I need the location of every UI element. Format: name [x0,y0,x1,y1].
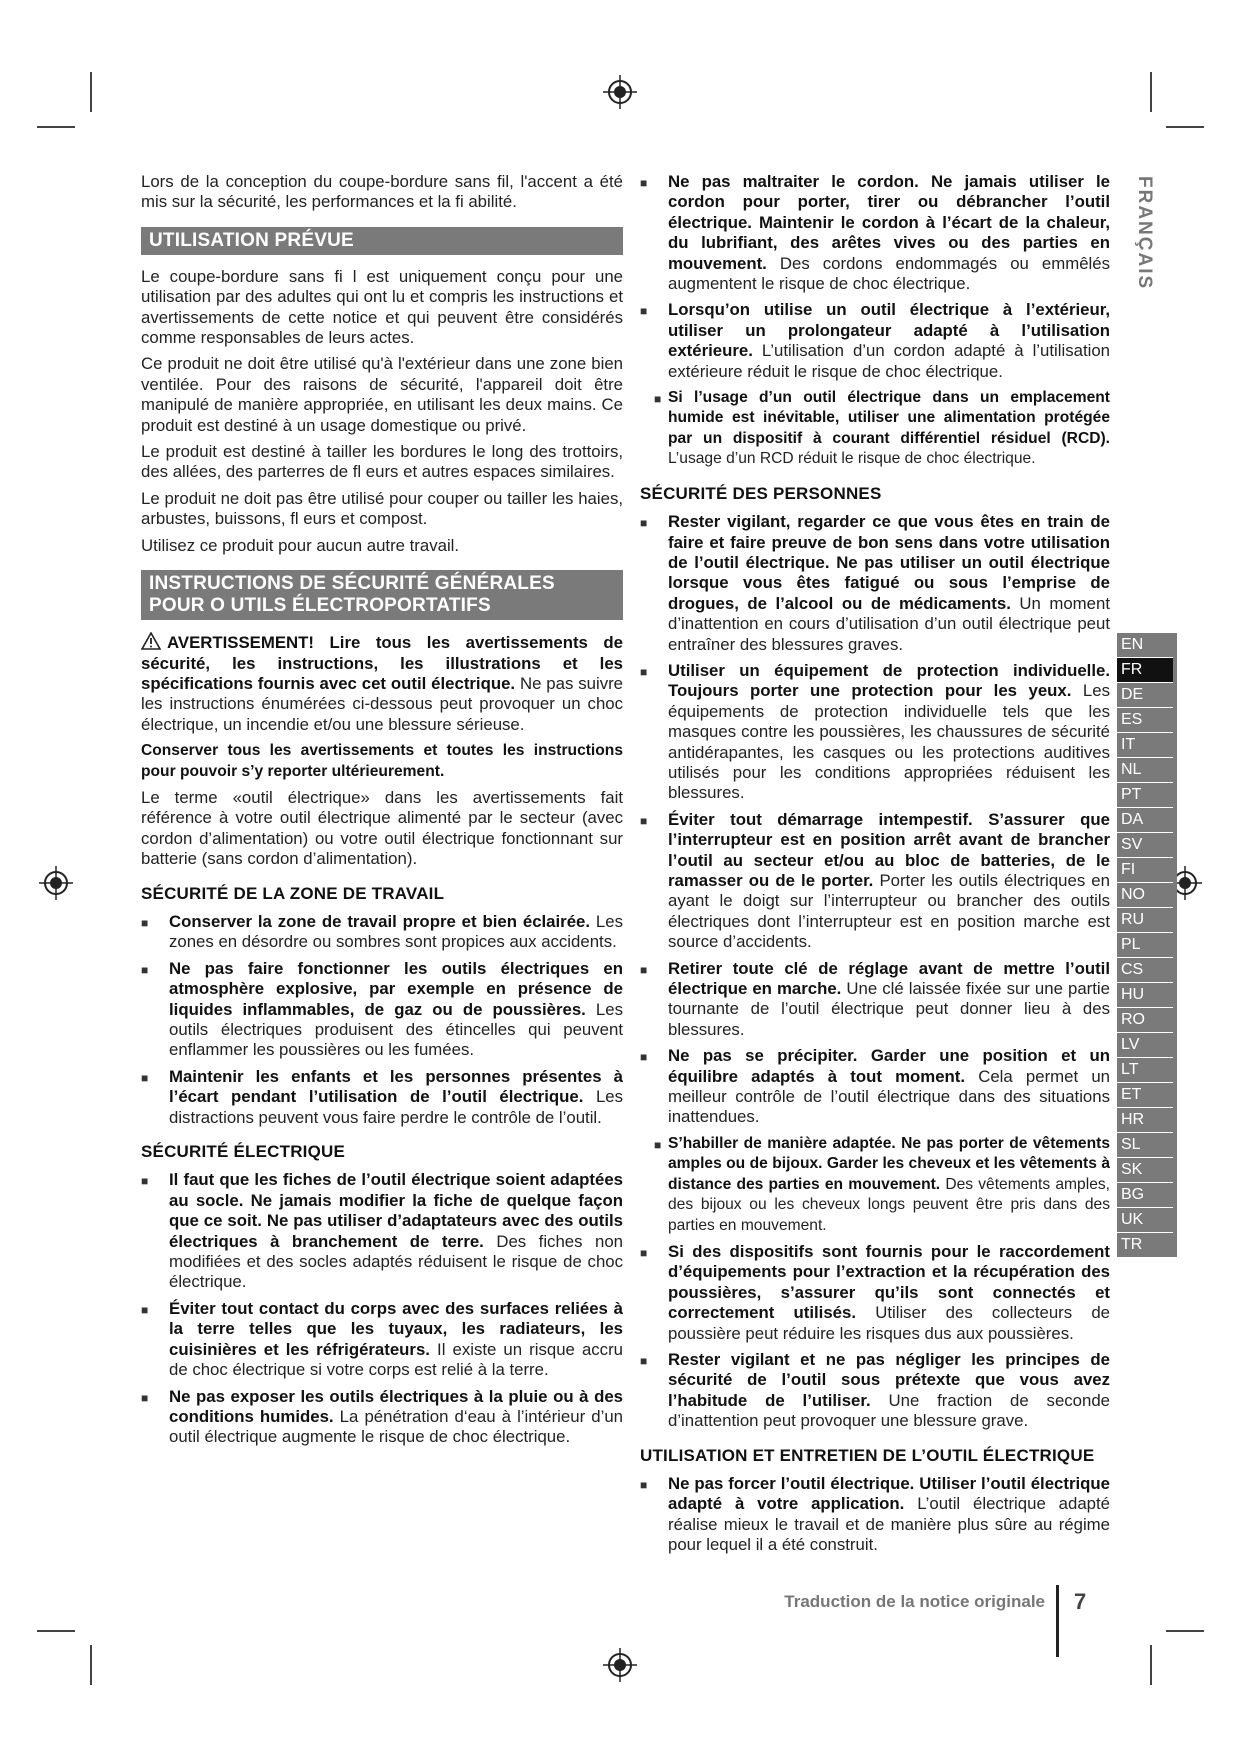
language-tab-et[interactable]: ET [1117,1083,1173,1108]
item-bold: Utiliser un équipement de protection individuelle. Toujours porter une protection pour les yeux. [668,660,1110,701]
language-tab-fi[interactable]: FI [1117,858,1173,883]
crop-mark [1150,72,1152,112]
language-tab-tr[interactable]: TR [1121,1236,1143,1253]
list-item [141,1387,623,1448]
subhead-work-area: SÉCURITÉ DE LA ZONE DE TRAVAIL [141,883,445,903]
list-item [640,810,1110,953]
list-item [640,300,1110,382]
item-bold: Conserver la zone de travail propre et bien éclairée. [169,911,591,931]
list-item [640,1242,1110,1344]
item-text: L’utilisation d’un cordon adapté à l’utilisation extérieure réduit le risque de choc électrique. [668,341,1110,381]
language-tab-sk[interactable]: SK [1117,1158,1173,1183]
list-item [640,172,1110,294]
item-bold: Ne pas forcer l’outil électrique. Utiliser l’outil électrique adapté à votre application. [668,1473,1110,1514]
item-text: Une fraction de seconde d’inattention peut provoquer une blessure grave. [668,1390,1110,1431]
item-text: Un moment d’inattention en cours d’utilisation d’un outil électrique peut entraîner des blessures graves. [668,593,1110,654]
item-text: Cela permet un meilleur contrôle de l’outil électrique dans des situations inattendues. [668,1066,1110,1127]
language-tab-sv[interactable]: SV [1117,833,1173,858]
item-text: L’outil électrique adapté réalise mieux le travail et de manière plus sûre au régime pour lequel il a été construit. [668,1494,1110,1555]
item-bold: Rester vigilant, regarder ce que vous êtes en train de faire et faire preuve de bon sens dans votre utilisation de l’outil électrique. Ne pas utiliser un outil électrique lorsque vous êtes fatigué ou sous l’emprise de drogues, de l’alcool ou de médicaments. [668,512,1110,613]
term-paragraph: Le terme «outil électrique» dans les avertissements fait référence à votre outil électrique alimenté par le secteur (avec cordon d’alimentation) ou votre outil électrique fonctionnant sur batterie (sans cordon d’alimentation). [141,787,623,869]
warning-triangle-icon [141,632,161,650]
language-tab-bg[interactable]: BG [1117,1183,1173,1208]
list-item [141,912,623,953]
item-bold: Éviter tout démarrage intempestif. S’assurer que l’interrupteur est en position arrêt avant de brancher l’outil au secteur et/ou au bloc de batteries, de le ramasser ou de le porter. [668,809,1110,890]
language-tab-pl[interactable]: PL [1117,933,1173,958]
language-tab-sl[interactable]: SL [1117,1133,1173,1158]
paragraph: Le produit ne doit pas être utilisé pour couper ou tailler les haies, arbustes, buissons, fl eurs et compost. [141,488,623,529]
language-tab-ro[interactable]: RO [1117,1008,1173,1033]
registration-mark-icon [603,75,637,109]
work-area-list [141,912,623,1128]
item-text: Une clé laissée fixée sur une partie tournante de l’outil électrique peut donner lieu à des blessures. [668,979,1110,1039]
language-tab-lt[interactable]: LT [1117,1058,1173,1083]
paragraph: Utilisez ce produit pour aucun autre travail. [141,535,460,555]
intro-paragraph: Lors de la conception du coupe-bordure sans fil, l'accent a été mis sur la sécurité, les performances et la fi abilité. [141,172,623,212]
language-tab-cs[interactable]: CS [1117,958,1173,983]
warning-text: Ne pas suivre les instructions énumérées ci-dessous peut provoquer un choc électrique, un incendie et/ou une blessure sérieuse. [141,673,624,734]
crop-mark [90,1645,92,1685]
language-tab-uk[interactable]: UK [1117,1208,1173,1233]
language-tab-hu[interactable]: HU [1117,983,1173,1008]
item-bold: Retirer toute clé de réglage avant de mettre l’outil électrique en marche. [668,958,1110,999]
crop-mark [1166,126,1204,128]
item-text: La pénétration d‘eau à l’intérieur d’un outil électrique augmente le risque de choc électrique. [169,1406,623,1447]
item-text: Porter les outils électriques en ayant le doigt sur l’interrupteur ou brancher des outils électriques dont l’interrupteur est en position marche est source d’accidents. [668,871,1110,952]
footer-divider [1056,1585,1059,1657]
item-bold: Lorsqu’on utilise un outil électrique à l’extérieur, utiliser un prolongateur adapté à l’utilisation extérieure. [668,300,1110,361]
list-item [640,1474,1110,1556]
item-text: Les équipements de protection individuelle tels que les masques contre les poussières, les chaussures de sécurité antidérapantes, les casques ou les protections auditives utilisés pour les conditions appropriées réduisent les blessures. [668,681,1110,803]
language-tab-ru[interactable]: RU [1117,908,1173,933]
item-text: Utiliser des collecteurs de poussière peut réduire les risques dus aux poussières. [668,1303,1110,1343]
left-column [141,172,623,1454]
item-bold: Si l’usage d’un outil électrique dans un emplacement humide est inévitable, utiliser une alimentation protégée par un dispositif à courant différentiel résiduel (RCD). [668,389,1110,447]
crop-mark [37,126,75,128]
list-item [141,959,623,1061]
paragraph: Le coupe-bordure sans fi l est uniquement conçu pour une utilisation par des adultes qui ont lu et compris les instructions et avertissements de cette notice et qui peuvent être considérés comme responsables de leurs actes. [141,266,623,348]
list-item [640,661,1110,804]
item-text: Les zones en désordre ou sombres sont propices aux accidents. [169,911,623,952]
list-item [640,512,1110,655]
language-tab-it[interactable]: IT [1117,733,1173,758]
language-tab-en[interactable]: EN [1117,633,1173,658]
keep-instructions [141,741,623,782]
language-tab-da[interactable]: DA [1117,808,1173,833]
warning-paragraph [141,632,623,735]
language-tab-pt[interactable]: PT [1117,783,1173,808]
item-bold: Ne pas se précipiter. Garder une position et un équilibre adaptés à tout moment. [668,1046,1110,1086]
item-text: Les distractions peuvent vous faire perdre le contrôle de l’outil. [169,1087,623,1127]
language-tab-lv[interactable]: LV [1117,1033,1173,1058]
keep-instructions-bold: Conserver tous les avertissements et toutes les instructions pour pouvoir s’y reporter ultérieurement. [141,742,623,780]
item-bold: Rester vigilant et ne pas négliger les principes de sécurité de l’outil sous prétexte que vous avez l’habitude de l’utiliser. [668,1349,1110,1410]
section-title-line: POUR O UTILS ÉLECTROPORTATIFS [149,595,491,617]
item-bold: S’habiller de manière adaptée. Ne pas porter de vêtements amples ou de bijoux. Garder les cheveux et les vêtements à distance des parties en mouvement. [668,1134,1110,1193]
crop-mark [1150,1645,1152,1685]
language-tabs [1117,633,1177,1257]
list-item [640,959,1110,1041]
electrical-safety-list [141,1170,623,1447]
list-item [141,1067,623,1128]
item-bold: Maintenir les enfants et les personnes présentes à l’écart pendant l’utilisation de l’outil électrique. [169,1066,623,1107]
registration-mark-icon [603,1648,637,1682]
item-text: Des cordons endommagés ou emmêlés augmentent le risque de choc électrique. [668,253,1110,294]
item-text: Des vêtements amples, des bijoux ou les cheveux longs peuvent être pris dans des parties en mouvement. [668,1175,1110,1234]
section-title-safety-instructions [141,570,623,620]
footer-translation-note: Traduction de la notice originale [784,1592,1045,1611]
subhead-electrical-safety: SÉCURITÉ ÉLECTRIQUE [141,1142,346,1162]
paragraph: Ce produit ne doit être utilisé qu'à l'extérieur dans une zone bien ventilée. Pour des raisons de sécurité, l'appareil doit être manipulé de manière appropriée, en utilisant les deux mains. Ce produit est destiné à un usage domestique ou privé. [141,354,623,435]
item-bold: Éviter tout contact du corps avec des surfaces reliées à la terre telles que les tuyaux, les radiateurs, les cuisinières et les réfrigérateurs. [169,1298,623,1359]
list-item [640,1046,1110,1128]
item-bold: Il faut que les fiches de l’outil électrique soient adaptées au socle. Ne jamais modifier la fiche de quelque façon que ce soit. Ne pas utiliser d’adaptateurs avec des outils électriques à branchement de terre. [169,1170,623,1251]
section-title-line: INSTRUCTIONS DE SÉCURITÉ GÉNÉRALES [149,573,555,595]
item-text: Les outils électriques produisent des étincelles qui peuvent enflammer les poussières ou les fumées. [169,999,623,1060]
subhead-tool-use: UTILISATION ET ENTRETIEN DE L’OUTIL ÉLECTRIQUE [640,1445,1095,1465]
item-text: Il existe un risque accru de choc électrique si votre corps est relié à la terre. [169,1339,623,1380]
language-tab-nl[interactable]: NL [1117,758,1173,783]
crop-mark [1166,1630,1204,1632]
list-item [640,388,1110,470]
language-tab-de[interactable]: DE [1117,683,1173,708]
registration-mark-icon [39,866,73,900]
page-number: 7 [1074,1589,1087,1614]
section-title-intended-use: UTILISATION PRÉVUE [141,227,623,255]
item-text: Des fiches non modifiées et des socles adaptés réduisent le risque de choc électrique. [169,1231,623,1292]
item-text: L’usage d’un RCD réduit le risque de choc électrique. [668,450,1036,468]
tool-use-list [640,1474,1110,1556]
language-tab-no[interactable]: NO [1117,883,1173,908]
personal-safety-list [640,512,1110,1431]
crop-mark [90,72,92,112]
item-bold: Ne pas maltraiter le cordon. Ne jamais utiliser le cordon pour porter, tirer ou débrancher l’outil électrique. Maintenir le cordon à l’écart de la chaleur, du lubrifiant, des arêtes vives ou des parties en mouvement. [668,172,1110,273]
item-bold: Si des dispositifs sont fournis pour le raccordement d’équipements pour l’extraction et la récupération des poussières, s’assurer qu’ils sont connectés et correctement utilisés. [668,1241,1110,1323]
side-language-label: FRANÇAIS [1134,176,1155,291]
warning-bold: AVERTISSEMENT! Lire tous les avertissements de sécurité, les instructions, les illustrations et les spécifications fournis avec cet outil électrique. [141,633,623,693]
item-bold: Ne pas faire fonctionner les outils électriques en atmosphère explosive, par exemple en présence de liquides inflammables, de gaz ou de poussières. [169,958,623,1019]
list-item [640,1350,1110,1432]
right-column [640,172,1110,1562]
language-tab-es[interactable]: ES [1117,708,1173,733]
list-item [141,1299,623,1381]
subhead-personal-safety: SÉCURITÉ DES PERSONNES [640,483,882,503]
list-item [141,1170,623,1292]
electrical-safety-list-cont [640,172,1110,470]
crop-mark [37,1630,75,1632]
item-bold: Ne pas exposer les outils électriques à la pluie ou à des conditions humides. [169,1386,623,1426]
language-tab-fr[interactable]: FR [1117,658,1173,683]
paragraph: Le produit est destiné à tailler les bordures le long des trottoirs, des allées, des parterres de fl eurs et autres espaces similaires. [141,442,623,482]
list-item [640,1134,1110,1236]
language-tab-hr[interactable]: HR [1117,1108,1173,1133]
